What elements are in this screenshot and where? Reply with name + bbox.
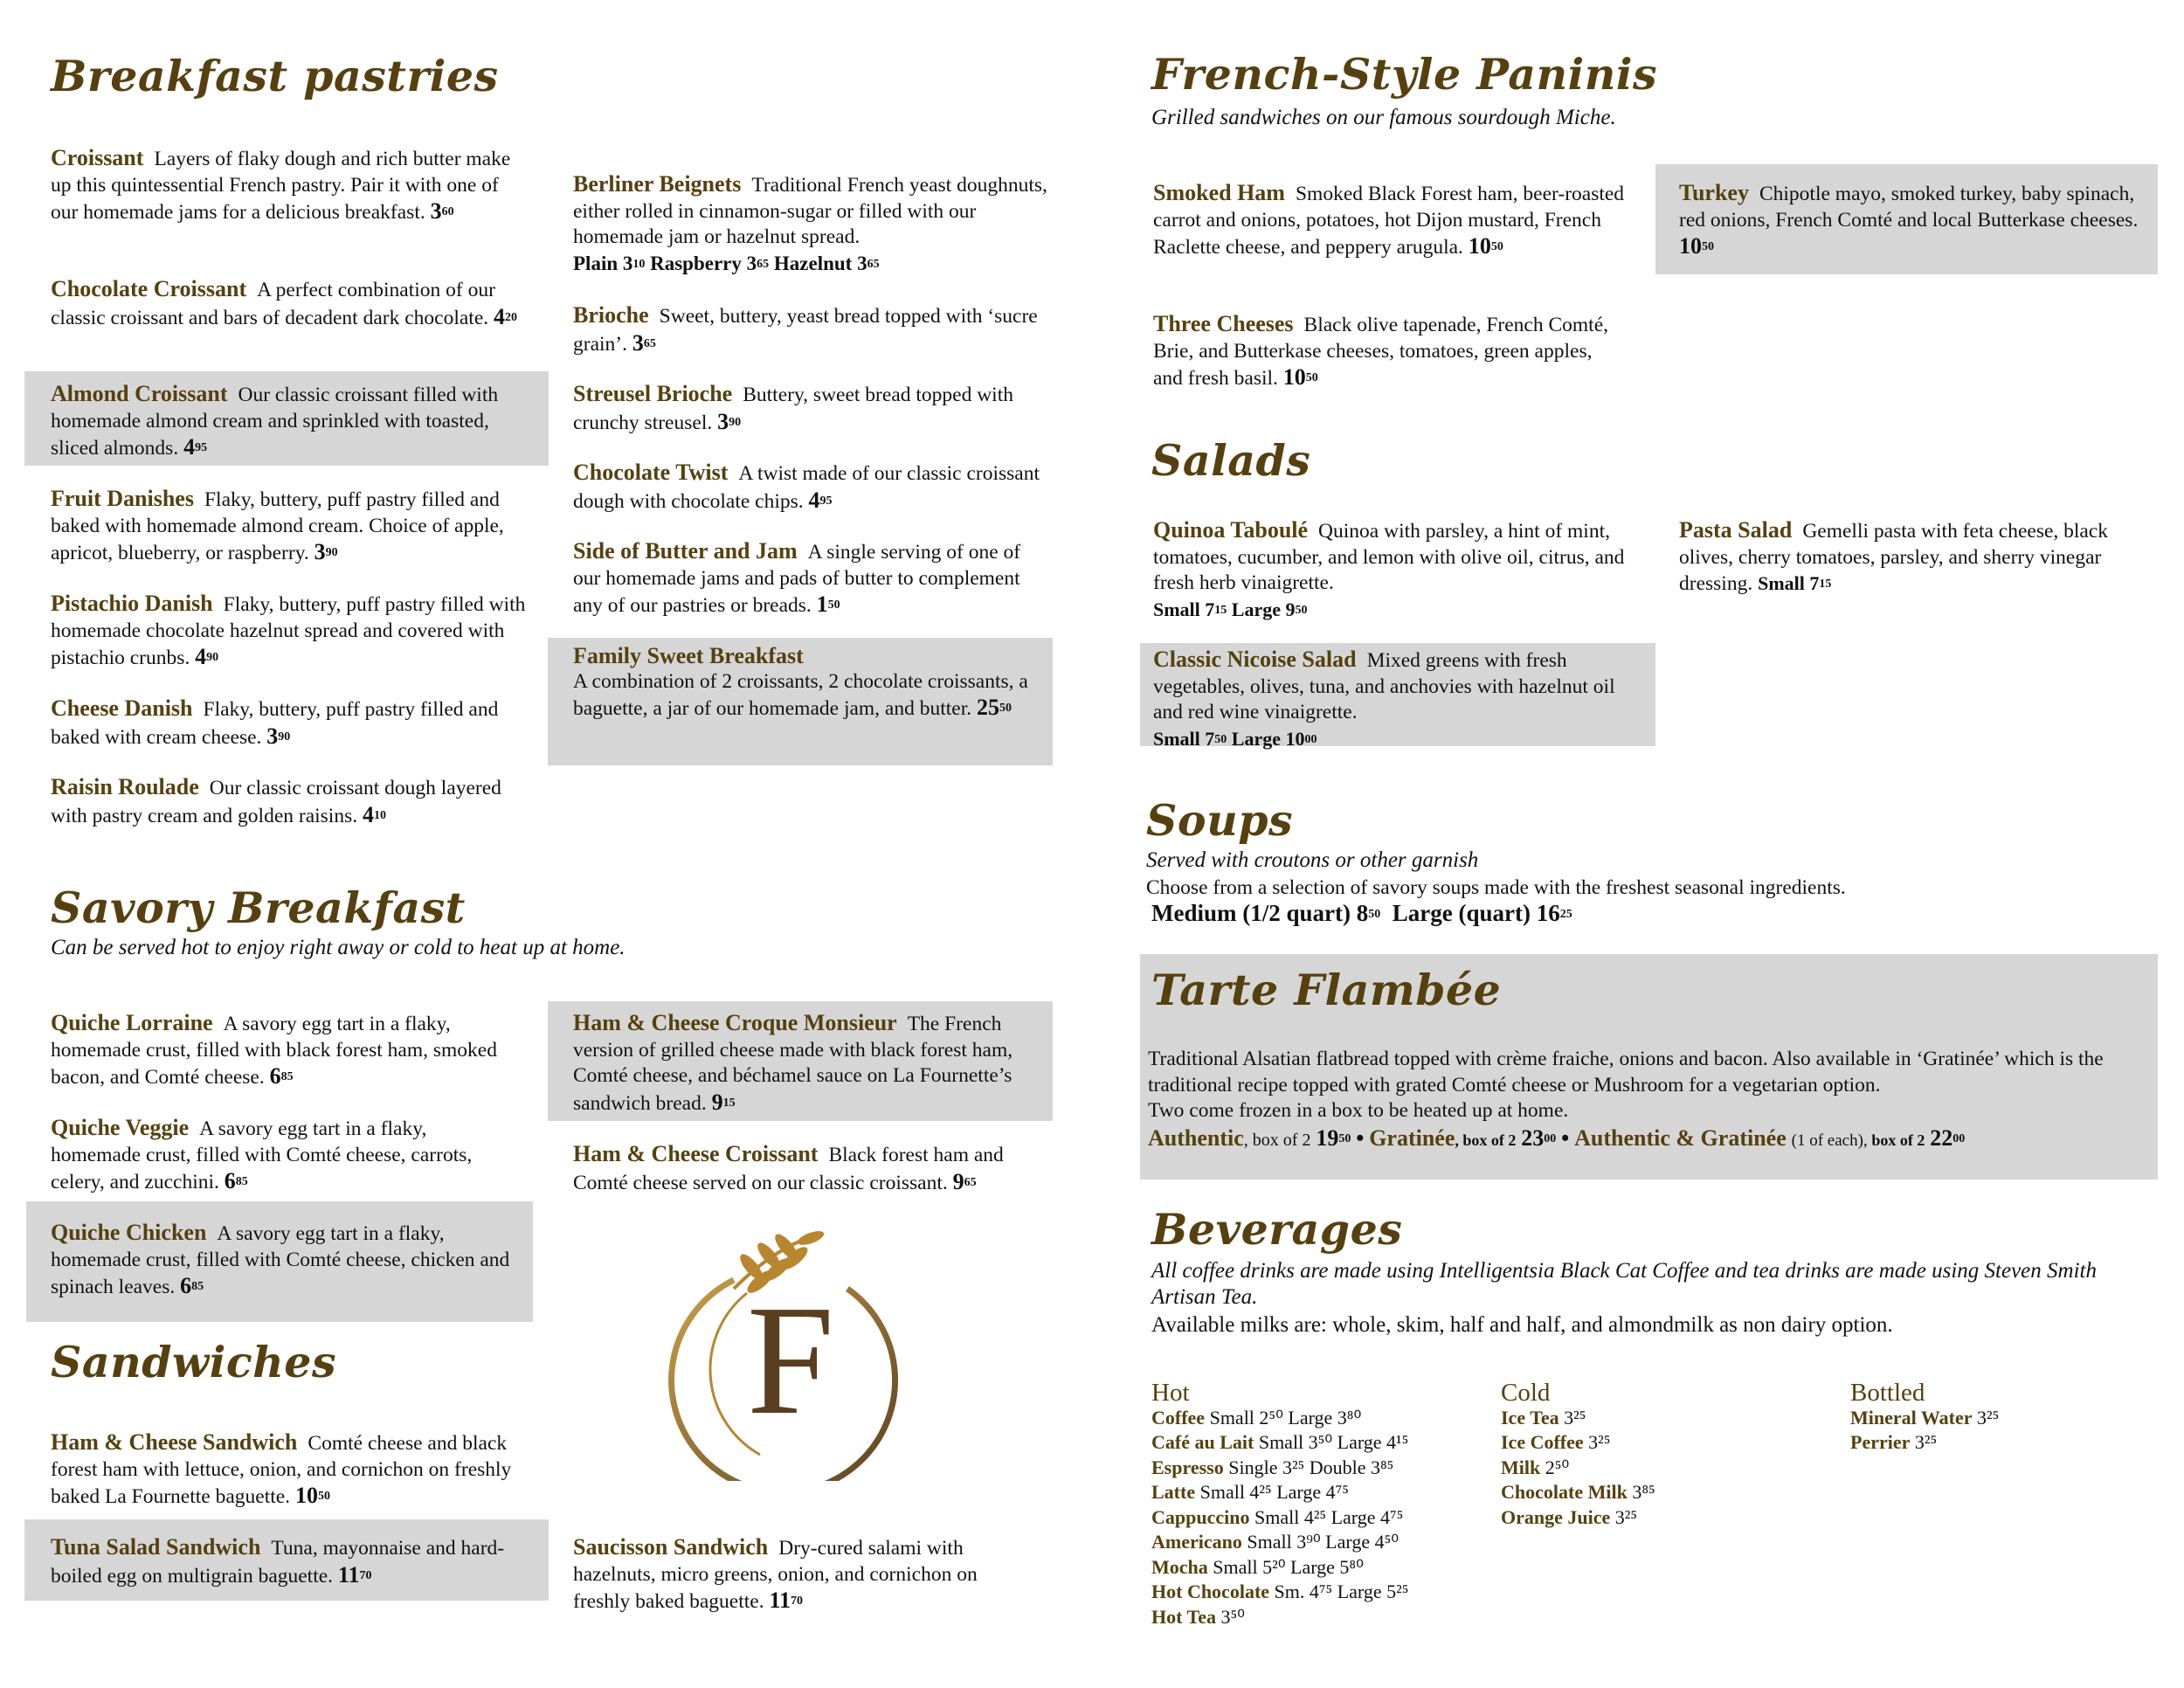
menu-item: Smoked Ham Smoked Black Forest ham, beer-roasted carrot and onions, potatoes, hot Dijon mustard, French Raclette cheese, and peppery arugula. $10^{50}$ — [1153, 180, 1625, 259]
menu-item: Cheese Danish Flaky, buttery, puff pastry filled and baked with cream cheese. $3^{90}$ — [51, 695, 499, 749]
list-item: Orange Juice 3²⁵ — [1501, 1505, 1638, 1528]
logo — [664, 1219, 917, 1481]
beverages-cold: Cold Ice Tea 3²⁵ Ice Coffee 3²⁵ Milk 2⁵⁰ Chocolate Milk 3⁸⁵ Orange Juice 3²⁵ — [1501, 1380, 1655, 1530]
beverages-subtitle: All coffee drinks are made using Intelligentsia Black Cat Coffee and tea drinks are made using Steven Smith Artisan Tea. — [1151, 1259, 2097, 1309]
salads-title: Salads — [1151, 435, 1311, 486]
tarte-desc: Traditional Alsatian flatbread topped with crème fraiche, onions and bacon. Also available in ‘Gratinée’ which is the traditional recipe topped with grated Comté cheese or Mushroom for a vegetarian option. Two come frozen in a box to be heated up at home. — [1148, 1048, 2104, 1122]
logo-letter: F — [746, 1273, 835, 1447]
savory-breakfast-title: Savory Breakfast — [51, 882, 466, 933]
list-item: Ice Tea 3²⁵ — [1501, 1406, 1586, 1429]
paninis-title: French-Style Paninis — [1151, 49, 1658, 100]
menu-item: Pasta Salad Gemelli pasta with feta cheese, black olives, cherry tomatoes, parsley, and sherry vinegar dressing. Small $7^{15}$ — [1679, 517, 2109, 595]
menu-item: Ham & Cheese Sandwich Comté cheese and black forest ham with lettuce, onion, and cornichon on freshly baked La Fournette baguette. $10^{50}$ — [51, 1429, 512, 1508]
menu-item: Saucisson Sandwich Dry-cured salami with hazelnuts, micro greens, onion, and cornichon on freshly baked baguette. $11^{70}$ — [573, 1534, 978, 1613]
soups-prices: Medium (1/2 quart) $8^{50}$ Large (quart) $16^{25}$ — [1151, 900, 1572, 926]
list-item: Milk 2⁵⁰ — [1501, 1456, 1570, 1478]
menu-item: Tuna Salad Sandwich Tuna, mayonnaise and hard-boiled egg on multigrain baguette. $11^{70}$ — [51, 1534, 505, 1588]
menu-item: Family Sweet Breakfast A combination of 2 croissants, 2 chocolate croissants, a baguette, a jar of our homemade jam, and butter. $25^{50}$ — [573, 643, 1028, 720]
list-item: Chocolate Milk 3⁸⁵ — [1501, 1481, 1655, 1503]
list-item: Hot Chocolate Sm. 4⁷⁵ Large 5²⁵ — [1151, 1581, 1409, 1602]
menu-item: Berliner Beignets Traditional French yeast doughnuts, either rolled in cinnamon-sugar or filled with our homemade jam or hazelnut spread. Plain $3^{10}$ Raspberry $3^{65}$ Hazelnut $3^{65}$ — [573, 171, 1047, 274]
menu-item: Brioche Sweet, buttery, yeast bread topped with ‘sucre grain’. $3^{65}$ — [573, 302, 1038, 356]
list-item: Mineral Water 3²⁵ — [1850, 1406, 2000, 1429]
menu-item: Side of Butter and Jam A single serving of one of our homemade jams and pads of butter to complement any of our pastries or breads. $1^{50}$ — [573, 538, 1021, 617]
soups-title: Soups — [1146, 795, 1294, 846]
soups-subtitle: Served with croutons or other garnish — [1146, 848, 1479, 872]
menu-item: Three Cheeses Black olive tapenade, French Comté, Brie, and Butterkase cheeses, tomatoes, green apples, and fresh basil. $10^{50}$ — [1153, 311, 1609, 390]
menu-item: Croissant Layers of flaky dough and rich butter make up this quintessential French pastry. Pair it with one of our homemade jams for a delicious breakfast. $3^{60}$ — [51, 145, 511, 224]
list-item: Coffee Small 2⁵⁰ Large 3⁸⁰ — [1151, 1406, 1362, 1429]
tarte-prices: Authentic, box of 2 $19^{50}$ • Gratinée, box of 2 $23^{00}$ • Authentic & Gratinée (1 of each), box of 2 $22^{00}$ — [1148, 1125, 1966, 1151]
breakfast-pastries-title: Breakfast pastries — [51, 51, 499, 101]
menu-item: Quiche Lorraine A savory egg tart in a flaky, homemade crust, filled with black forest ham, smoked bacon, and Comté cheese. $6^{85}$ — [51, 1010, 497, 1089]
soups-desc: Choose from a selection of savory soups made with the freshest seasonal ingredients. — [1146, 876, 1846, 899]
menu-item: Chocolate Twist A twist made of our classic croissant dough with chocolate chips. $4^{95}$ — [573, 460, 1040, 513]
tarte-title: Tarte Flambée — [1151, 965, 1502, 1015]
list-item: Hot Tea 3⁵⁰ — [1151, 1605, 1245, 1628]
paninis-subtitle: Grilled sandwiches on our famous sourdough Miche. — [1151, 106, 1616, 129]
menu-item: Ham & Cheese Croque Monsieur The French version of grilled cheese made with black forest ham, Comté cheese, and béchamel sauce on La Fournette’s sandwich bread. $9^{15}$ — [573, 1010, 1013, 1115]
menu-item: Chocolate Croissant A perfect combination of our classic croissant and bars of decadent dark chocolate. $4^{20}$ — [51, 276, 517, 329]
beverages-title: Beverages — [1151, 1204, 1403, 1255]
menu-item: Quiche Chicken A savory egg tart in a flaky, homemade crust, filled with Comté cheese, chicken and spinach leaves. $6^{85}$ — [51, 1220, 510, 1298]
menu-item: Quiche Veggie A savory egg tart in a flaky, homemade crust, filled with Comté cheese, carrots, celery, and zucchini. $6^{85}$ — [51, 1115, 473, 1193]
savory-breakfast-subtitle: Can be served hot to enjoy right away or cold to heat up at home. — [51, 936, 625, 959]
list-item: Latte Small 4²⁵ Large 4⁷⁵ — [1151, 1481, 1349, 1503]
list-item: Espresso Single 3²⁵ Double 3⁸⁵ — [1151, 1456, 1394, 1478]
list-item: Cappuccino Small 4²⁵ Large 4⁷⁵ — [1151, 1505, 1404, 1528]
menu-item: Raisin Roulade Our classic croissant dough layered with pastry cream and golden raisins. $4^{10}$ — [51, 774, 501, 827]
menu-item: Turkey Chipotle mayo, smoked turkey, baby spinach, red onions, French Comté and local Butterkase cheeses. $10^{50}$ — [1679, 180, 2139, 259]
list-item: Mocha Small 5²⁰ Large 5⁸⁰ — [1151, 1555, 1364, 1578]
menu-item: Quinoa Taboulé Quinoa with parsley, a hint of mint, tomatoes, cucumber, and lemon with olive oil, citrus, and fresh herb vinaigrette. Small $7^{15}$ Large $9^{50}$ — [1153, 517, 1625, 620]
list-item: Café au Lait Small 3⁵⁰ Large 4¹⁵ — [1151, 1431, 1409, 1453]
beverages-milks: Available milks are: whole, skim, half and half, and almondmilk as non dairy option. — [1151, 1313, 1893, 1337]
list-item: Ice Coffee 3²⁵ — [1501, 1431, 1611, 1453]
list-item: Americano Small 3⁹⁰ Large 4⁵⁰ — [1151, 1531, 1400, 1553]
menu-item: Ham & Cheese Croissant Black forest ham and Comté cheese served on our classic croissant. $9^{65}$ — [573, 1141, 1004, 1194]
menu-item: Streusel Brioche Buttery, sweet bread topped with crunchy streusel. $3^{90}$ — [573, 381, 1013, 434]
menu-item: Pistachio Danish Flaky, buttery, puff pastry filled with homemade chocolate hazelnut spread and covered with pistachio crunbs. $4^{90}$ — [51, 591, 526, 669]
beverages-bottled: Bottled Mineral Water 3²⁵ Perrier 3²⁵ — [1850, 1380, 1999, 1456]
menu-item: Almond Croissant Our classic croissant filled with homemade almond cream and sprinkled with toasted, sliced almonds. $4^{95}$ — [51, 381, 499, 460]
beverages-hot: Hot Coffee Small 2⁵⁰ Large 3⁸⁰ Café au Lait Small 3⁵⁰ Large 4¹⁵ Espresso Single 3²⁵ Double 3⁸⁵ Latte Small 4²⁵ Large 4⁷⁵ Cappuccino Small 4²⁵ Large 4⁷⁵ Americano Small 3⁹⁰ Large 4⁵⁰ Mocha Small 5²⁰ Large 5⁸⁰ Hot Chocolate Sm. 4⁷⁵ Large 5²⁵ Hot Tea 3⁵⁰ — [1151, 1380, 1408, 1629]
list-item: Perrier 3²⁵ — [1850, 1431, 1938, 1453]
menu-item: Fruit Danishes Flaky, buttery, puff pastry filled and baked with homemade almond cream. Choice of apple, apricot, blueberry, or raspberry. $3^{90}$ — [51, 486, 504, 564]
sandwiches-title: Sandwiches — [51, 1337, 337, 1387]
menu-item: Classic Nicoise Salad Mixed greens with fresh vegetables, olives, tuna, and anchovies with hazelnut oil and red wine vinaigrette. Small $7^{50}$ Large $10^{00}$ — [1153, 647, 1615, 750]
